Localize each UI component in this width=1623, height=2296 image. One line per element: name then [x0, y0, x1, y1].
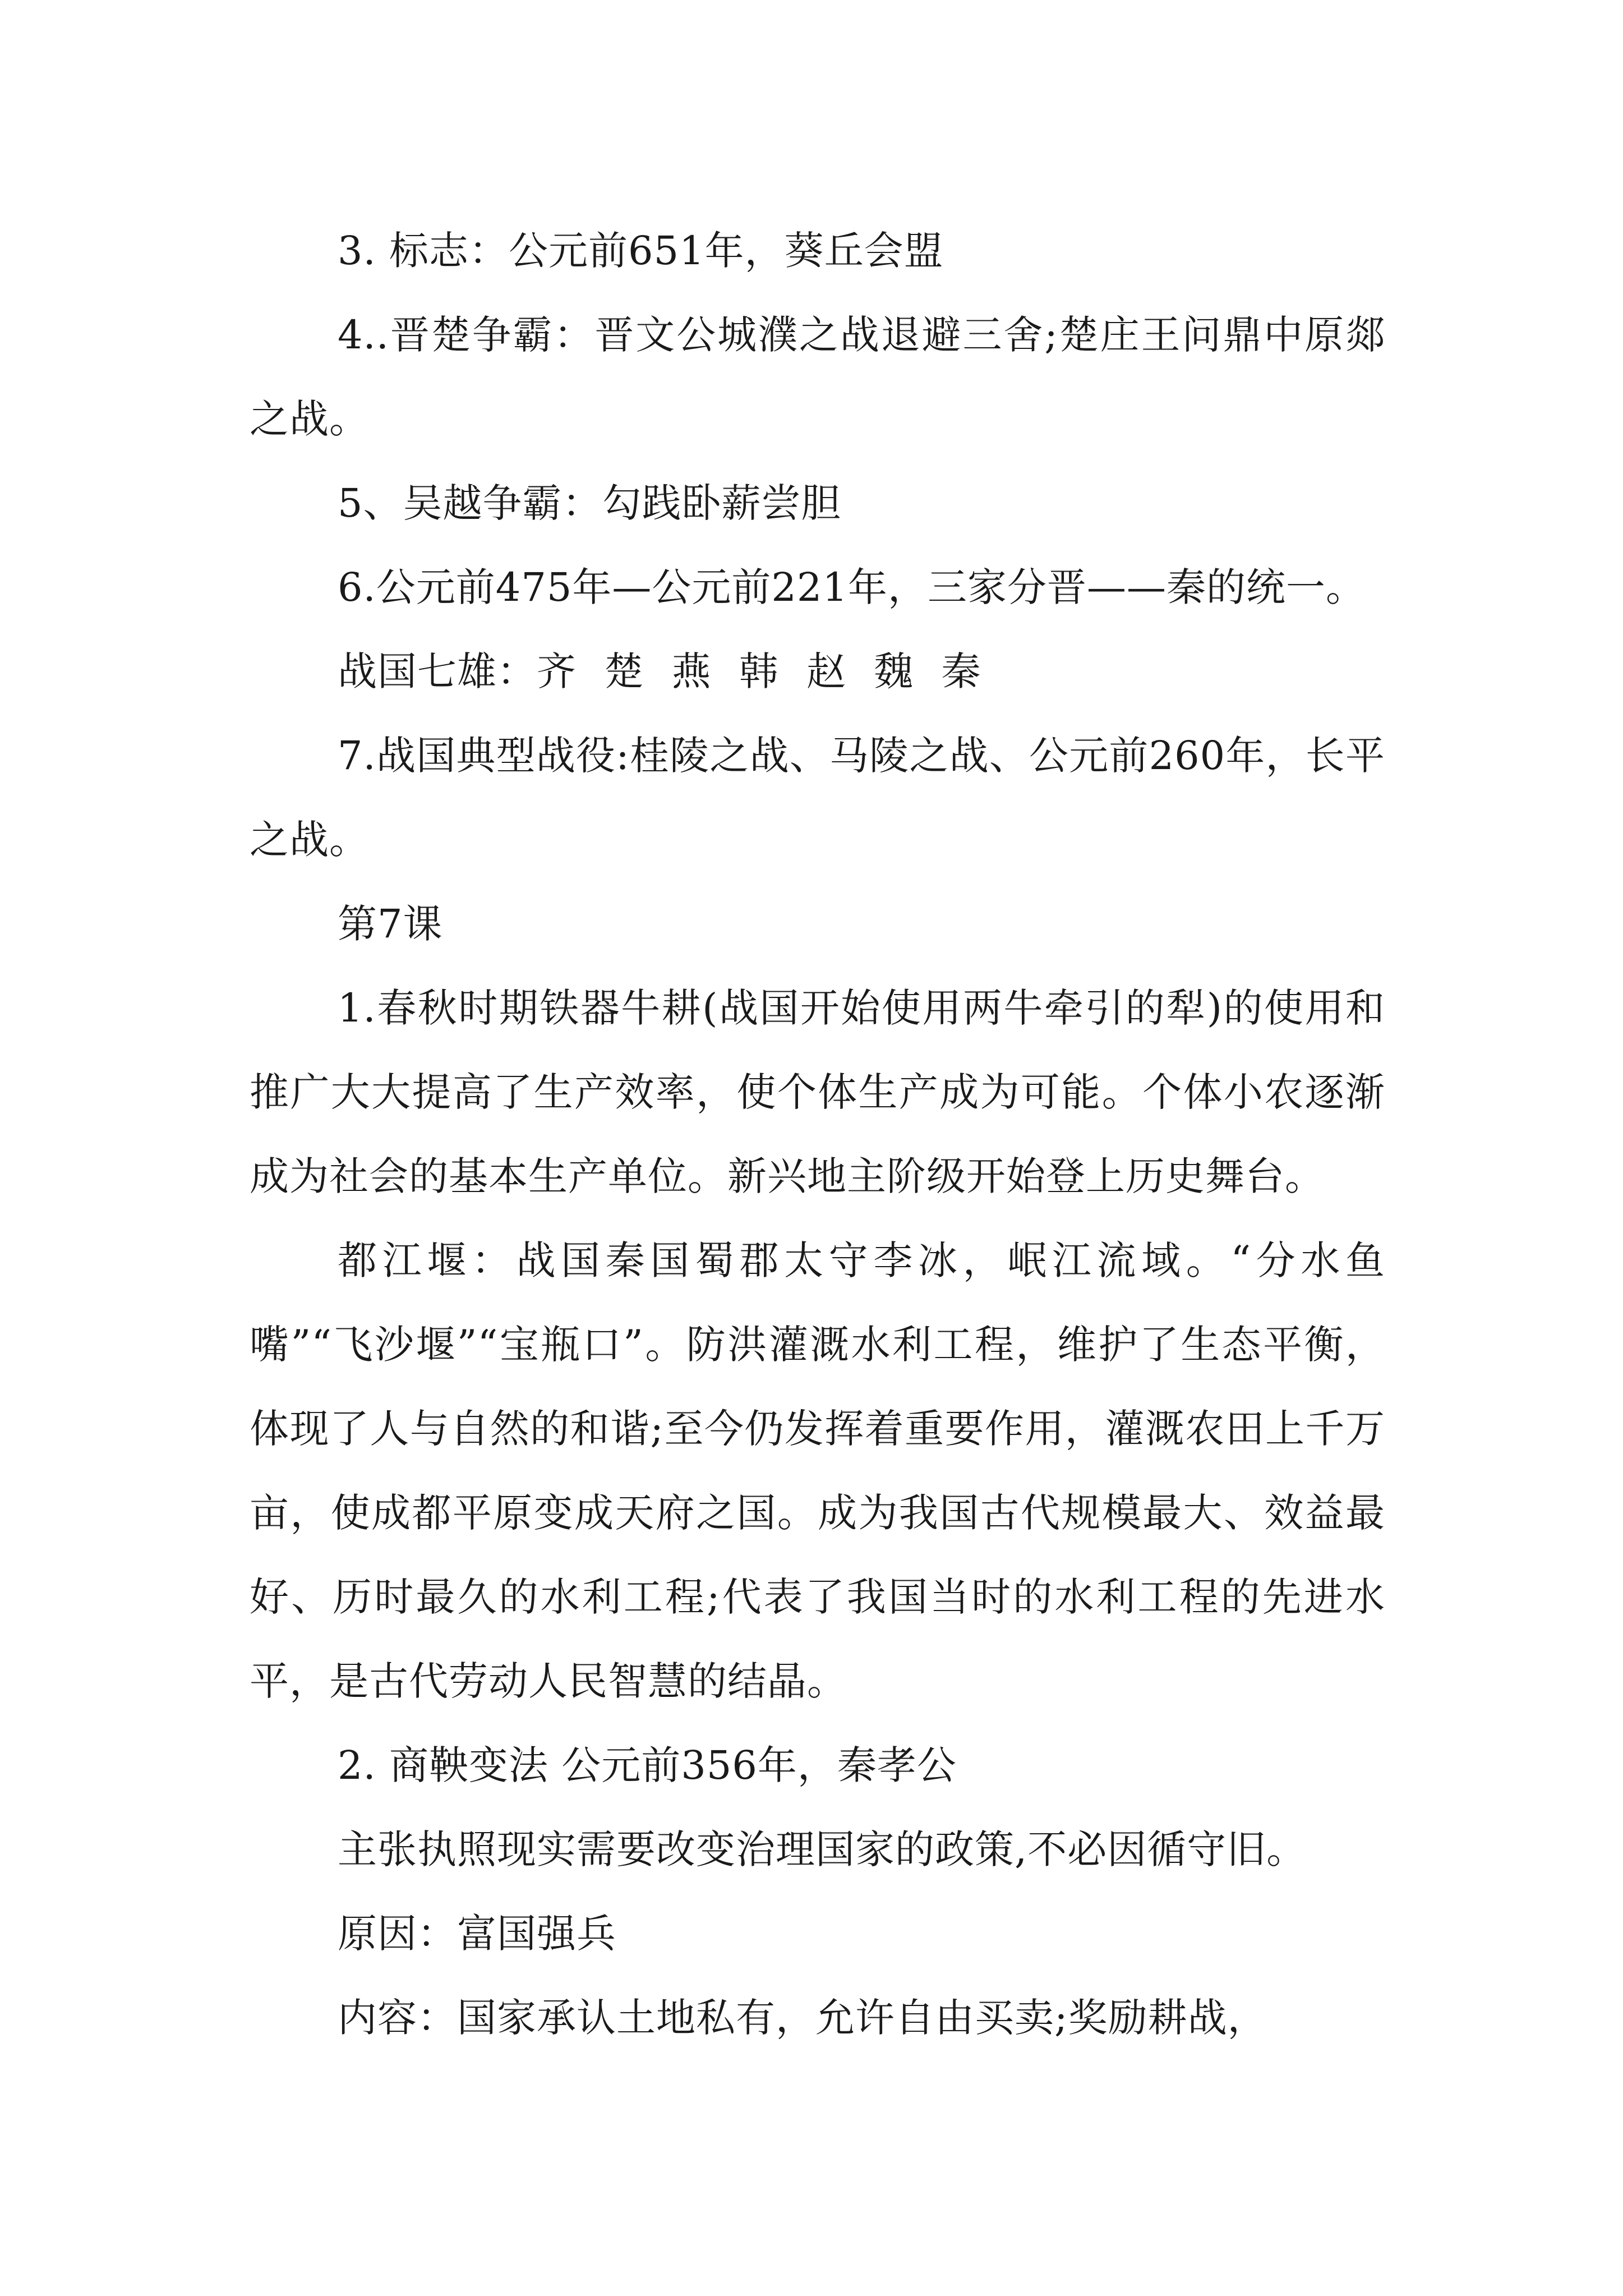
lesson-heading: 第7课	[338, 901, 443, 947]
paragraph-reform-reason: 原因：富国强兵	[338, 1911, 616, 1957]
paragraph-seven-states: 战国七雄：齐 楚 燕 韩 赵 魏 秦	[338, 648, 981, 694]
paragraph-reform-idea: 主张执照现实需要改变治理国家的政策,不必因循守旧。	[338, 1826, 1307, 1872]
paragraph-jin-chu-hegemony: 4..晋楚争霸：晋文公城濮之战退避三舍;楚庄王问鼎中原郯之战。	[250, 312, 1385, 442]
paragraph-wu-yue-hegemony: 5、吴越争霸：勾践卧薪尝胆	[338, 480, 841, 526]
paragraph-typical-battles: 7.战国典型战役:桂陵之战、马陵之战、公元前260年，长平之战。	[250, 733, 1385, 863]
paragraph-warring-states-period: 6.公元前475年—公元前221年，三家分晋——秦的统一。	[338, 564, 1366, 610]
paragraph-shang-yang-reform: 2. 商鞅变法 公元前356年，秦孝公	[338, 1742, 957, 1788]
paragraph-iron-plough: 1.春秋时期铁器牛耕(战国开始使用两牛牵引的犁)的使用和推广大大提高了生产效率，使个体生产成为可能。个体小农逐渐成为社会的基本生产单位。新兴地主阶级开始登上历史舞台。	[250, 985, 1385, 1199]
paragraph-reform-content: 内容：国家承认土地私有，允许自由买卖;奖励耕战，	[338, 1995, 1267, 2041]
paragraph-dujiangyan: 都江堰：战国秦国蜀郡太守李冰，岷江流域。“分水鱼嘴”“飞沙堰”“宝瓶口”。防洪灌溉水利工程，维护了生态平衡，体现了人与自然的和谐;至今仍发挥着重要作用，灌溉农田上千万亩，使成都平原变成天府之国。成为我国古代规模最大、效益最好、历时最久的水利工程;代表了我国当时的水利工程的先进水平，是古代劳动人民智慧的结晶。	[250, 1237, 1385, 1704]
paragraph-kuiqiu-alliance: 3. 标志：公元前651年，葵丘会盟	[338, 228, 944, 274]
document-body	[250, 209, 1385, 2060]
